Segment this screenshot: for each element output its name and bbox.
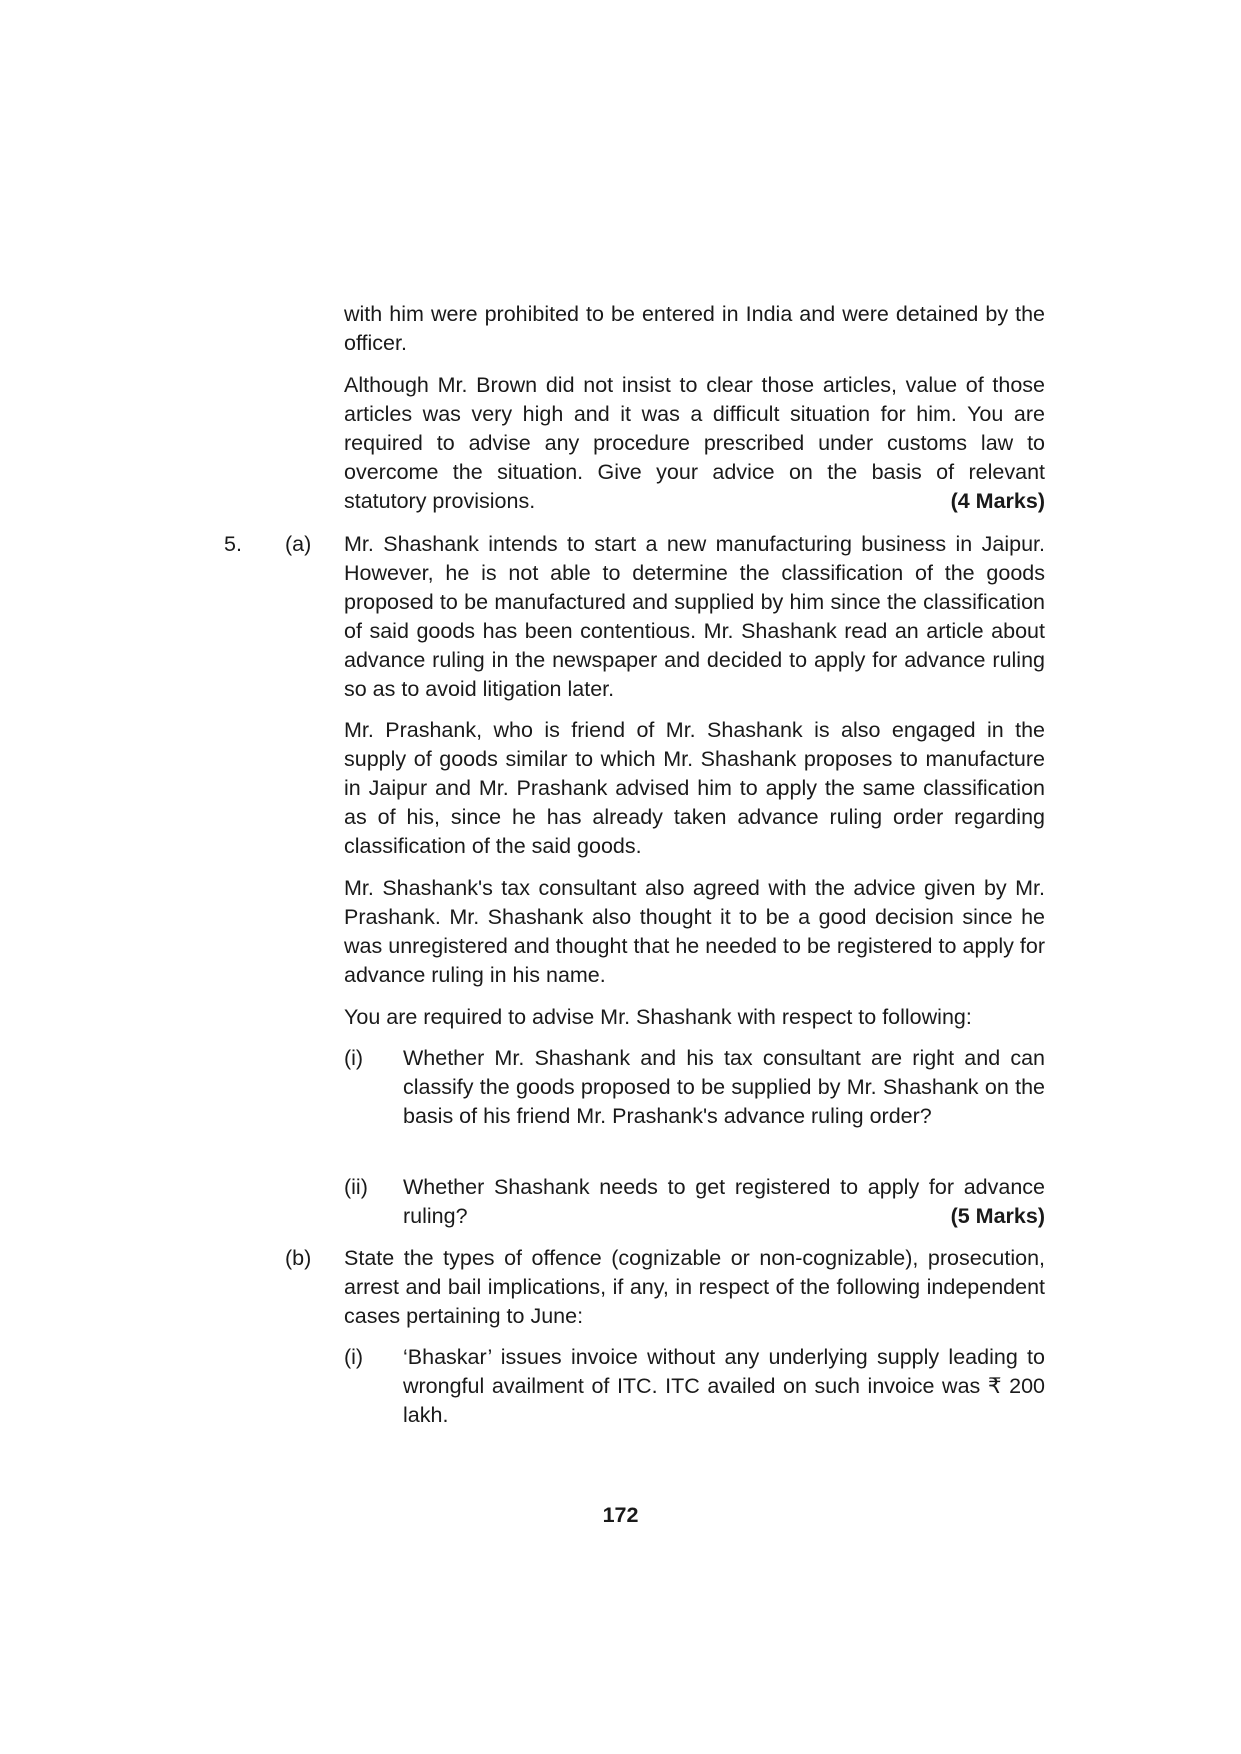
marks-label: (4 Marks) — [950, 489, 1045, 513]
part-b-label: (b) — [285, 1246, 312, 1270]
continuation-paragraph-2 — [344, 371, 1045, 516]
question-number: 5. — [224, 532, 242, 556]
part-a-paragraph-4: You are required to advise Mr. Shashank with respect to following: — [344, 1005, 972, 1029]
part-a-label: (a) — [285, 532, 312, 556]
list-item: ‘Bhaskar’ issues invoice without any underlying supply leading to wrongful availment of ITC. ITC availed on such invoice was ₹ 200 lakh. — [403, 1345, 1045, 1427]
part-a-paragraph-1: Mr. Shashank intends to start a new manufacturing business in Jaipur. However, he is not able to determine the classification of the goods proposed to be manufactured and supplied by him since the classification of said goods has been contentious. Mr. Shashank read an article about advance ruling in the newspaper and decided to apply for advance ruling so as to avoid litigation later. — [344, 532, 1045, 701]
item-text: Whether Shashank needs to get registered to apply for advance ruling? — [403, 1175, 1045, 1228]
part-b-paragraph-1: State the types of offence (cognizable or non-cognizable), prosecution, arrest and bail implications, if any, in respect of the following independent cases pertaining to June: — [344, 1246, 1045, 1328]
continuation-paragraph-1: with him were prohibited to be entered in India and were detained by the officer. — [344, 302, 1045, 355]
part-a-paragraph-3: Mr. Shashank's tax consultant also agreed with the advice given by Mr. Prashank. Mr. Shashank also thought it to be a good decision since he was unregistered and thought that he needed to be registered to apply for advance ruling in his name. — [344, 876, 1045, 987]
list-item — [403, 1173, 1045, 1231]
marks-label: (5 Marks) — [950, 1204, 1045, 1228]
list-item: Whether Mr. Shashank and his tax consultant are right and can classify the goods proposed to be supplied by Mr. Shashank on the basis of his friend Mr. Prashank's advance ruling order? — [403, 1046, 1045, 1128]
page-number: 172 — [602, 1503, 639, 1527]
item-label: (ii) — [344, 1175, 368, 1199]
continuation-text: Although Mr. Brown did not insist to clear those articles, value of those articles was very high and it was a difficult situation for him. You are required to advise any procedure prescribed under customs law to overcome the situation. Give your advice on the basis of relevant statutory provisions. — [344, 373, 1045, 513]
part-a-paragraph-2: Mr. Prashank, who is friend of Mr. Shashank is also engaged in the supply of goods similar to which Mr. Shashank proposes to manufacture in Jaipur and Mr. Prashank advised him to apply the same classification as of his, since he has already taken advance ruling order regarding classification of the said goods. — [344, 718, 1045, 858]
item-label: (i) — [344, 1046, 364, 1070]
item-label: (i) — [344, 1345, 364, 1369]
